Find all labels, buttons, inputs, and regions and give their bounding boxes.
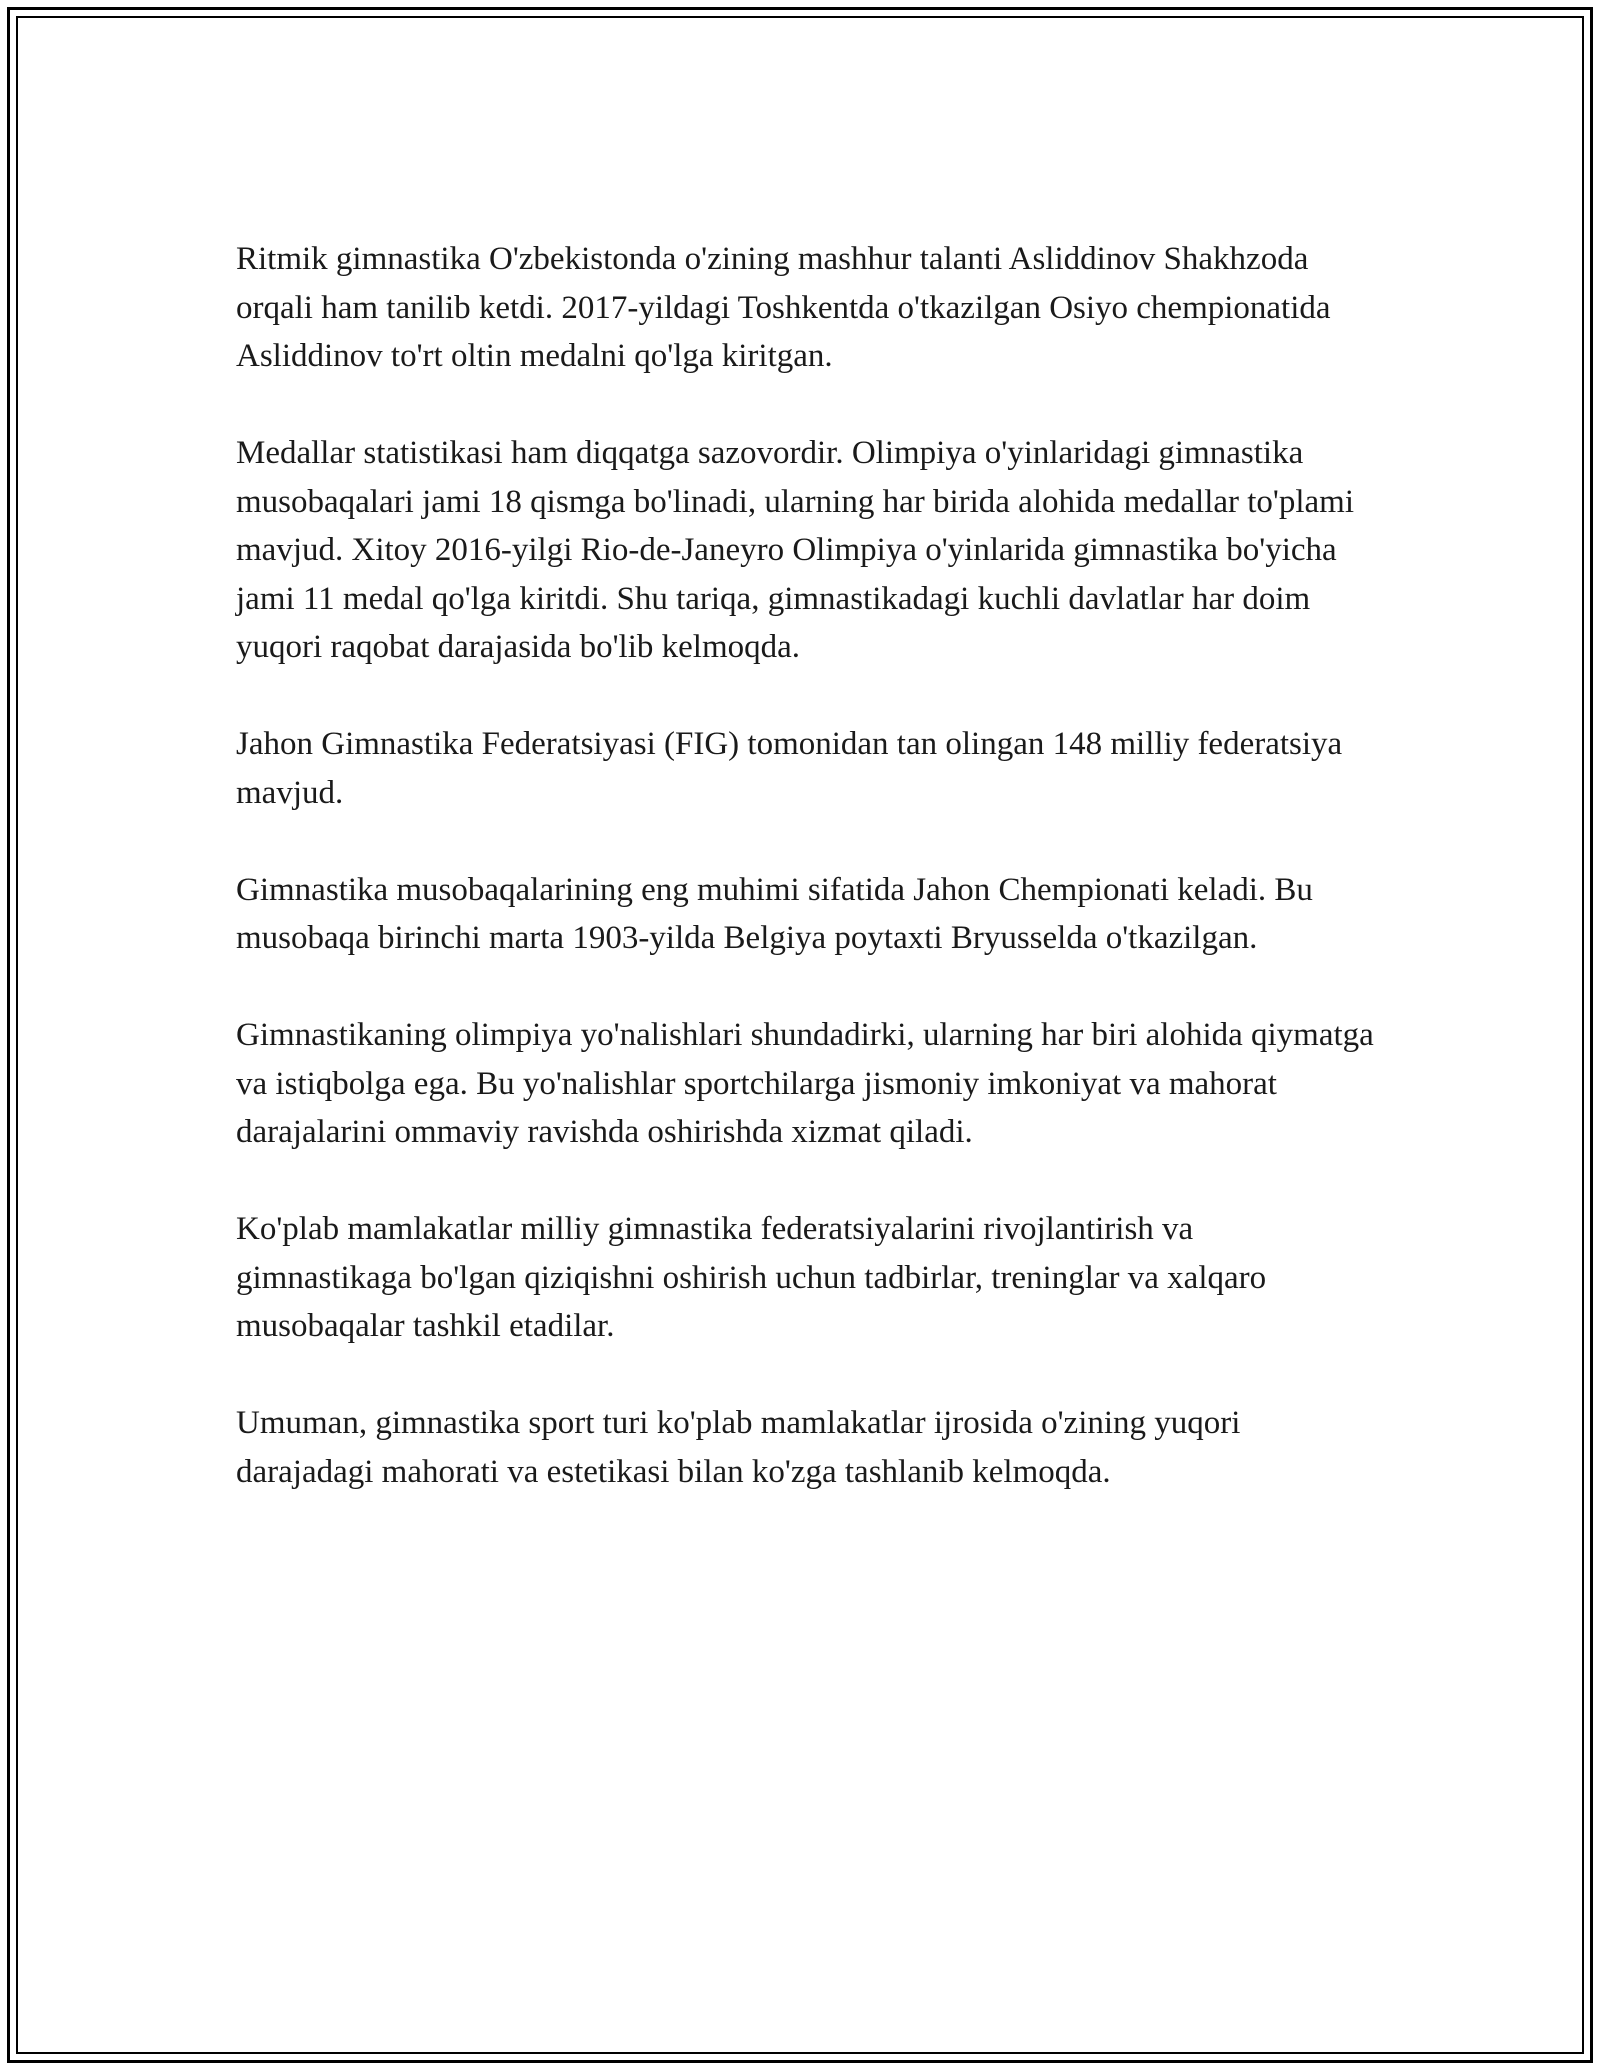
paragraph-5: Gimnastikaning olimpiya yo'nalishlari shundadirki, ularning har biri alohida qiymatga va istiqbolga ega. Bu yo'nalishlar sportchilarga jismoniy imkoniyat va mahorat darajalarini ommaviy ravishda oshirishda xizmat qiladi. — [236, 1017, 1374, 1150]
paragraph-2: Medallar statistikasi ham diqqatga sazovordir. Olimpiya o'yinlaridagi gimnastika musobaqalari jami 18 qismga bo'linadi, ularning har birida alohida medallar to'plami mavjud. Xitoy 2016-yilgi Rio-de-Janeyro Olimpiya o'yinlarida gimnastika bo'yicha jami 11 medal qo'lga kiritdi. Shu tariqa, gimnastikadagi kuchli davlatlar har doim yuqori raqobat darajasida bo'lib kelmoqda. — [236, 435, 1355, 665]
paragraph-1: Ritmik gimnastika O'zbekistonda o'zining mashhur talanti Asliddinov Shakhzoda orqali ham tanilib ketdi. 2017-yildagi Toshkentda o'tkazilgan Osiyo chempionatida Asliddinov to'rt oltin medalni qo'lga kiritgan. — [236, 241, 1331, 374]
document-body — [236, 235, 1376, 1545]
paragraph-4: Gimnastika musobaqalarining eng muhimi sifatida Jahon Chempionati keladi. Bu musobaqa birinchi marta 1903-yilda Belgiya poytaxti Bryusselda o'tkazilgan. — [236, 871, 1313, 956]
paragraph-6: Ko'plab mamlakatlar milliy gimnastika federatsiyalarini rivojlantirish va gimnastikaga bo'lgan qiziqishni oshirish uchun tadbirlar, treninglar va xalqaro musobaqalar tashkil etadilar. — [236, 1211, 1267, 1344]
paragraph-7: Umuman, gimnastika sport turi ko'plab mamlakatlar ijrosida o'zining yuqori darajadagi mahorati va estetikasi bilan ko'zga tashlanib kelmoqda. — [236, 1405, 1241, 1490]
paragraph-3: Jahon Gimnastika Federatsiyasi (FIG) tomonidan tan olingan 148 milliy federatsiya mavjud. — [236, 726, 1343, 811]
